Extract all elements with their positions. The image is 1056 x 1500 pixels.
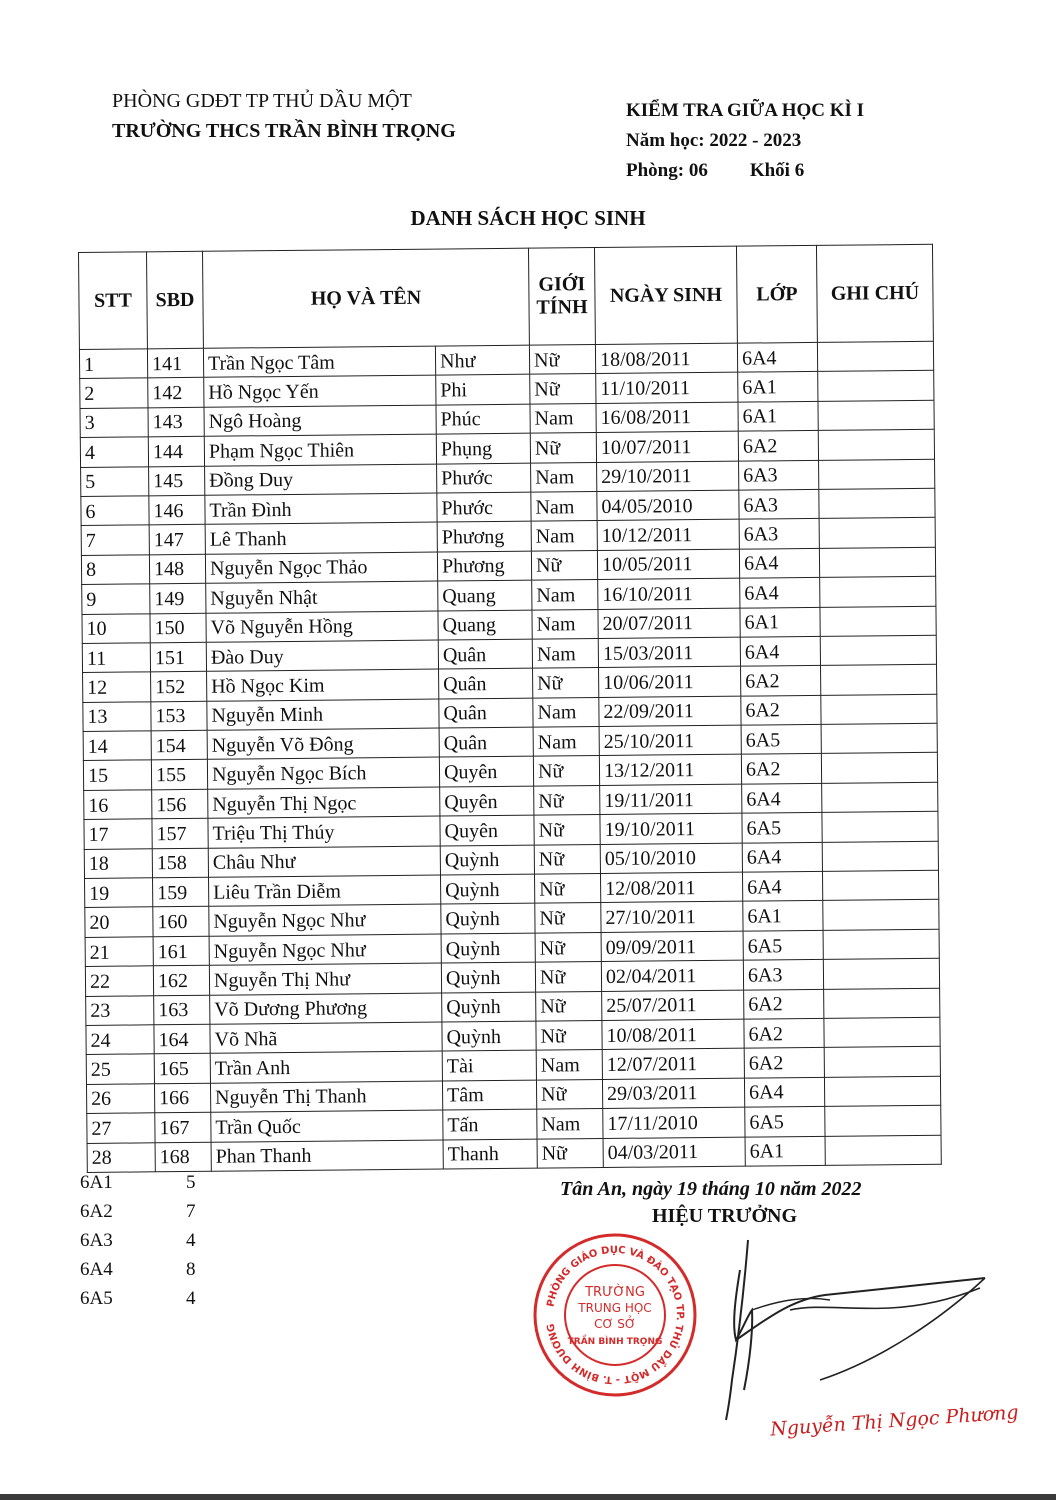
cell-sbd: 145 — [149, 466, 205, 496]
cell-stt: 14 — [83, 731, 151, 761]
cell-dob: 19/10/2011 — [600, 813, 742, 844]
school-year: Năm học: 2022 - 2023 — [626, 130, 802, 151]
cell-dob: 09/09/2011 — [601, 931, 743, 962]
cell-class: 6A4 — [744, 1077, 824, 1107]
cell-stt: 23 — [86, 995, 154, 1025]
cell-class: 6A1 — [738, 372, 818, 402]
cell-gender: Nam — [531, 462, 597, 492]
cell-stt: 25 — [86, 1054, 154, 1084]
cell-given: Phương — [437, 551, 531, 581]
cell-note — [819, 488, 935, 519]
student-table-container — [78, 244, 942, 1173]
cell-class: 6A5 — [741, 724, 821, 754]
cell-gender: Nữ — [534, 785, 600, 815]
cell-given: Quân — [438, 639, 532, 669]
cell-note — [820, 606, 936, 637]
cell-note — [818, 371, 934, 402]
cell-class: 6A1 — [738, 401, 818, 431]
cell-surname: Liêu Trần Diễm — [209, 875, 441, 907]
cell-sbd: 155 — [151, 760, 207, 790]
cell-class: 6A4 — [737, 342, 817, 372]
cell-sbd: 158 — [152, 848, 208, 878]
cell-surname: Đồng Duy — [205, 464, 437, 496]
cell-stt: 7 — [81, 525, 149, 555]
cell-dob: 13/12/2011 — [599, 755, 741, 786]
class-summary — [80, 1168, 196, 1313]
cell-class: 6A2 — [744, 1048, 824, 1078]
table-body — [79, 341, 941, 1172]
summary-row — [80, 1168, 196, 1197]
cell-stt: 2 — [80, 378, 148, 408]
cell-class: 6A1 — [743, 901, 823, 931]
cell-surname: Nguyễn Thị Thanh — [210, 1081, 442, 1113]
summary-class: 6A5 — [80, 1288, 113, 1309]
cell-gender: Nam — [533, 697, 599, 727]
cell-given: Thanh — [443, 1139, 537, 1169]
cell-gender: Nữ — [531, 550, 597, 580]
cell-surname: Ngô Hoàng — [204, 405, 436, 437]
cell-sbd: 151 — [150, 642, 206, 672]
table-header-row — [79, 244, 934, 349]
cell-given: Quỳnh — [441, 904, 535, 934]
summary-count: 4 — [186, 1230, 196, 1251]
cell-class: 6A4 — [740, 636, 820, 666]
cell-given: Phúc — [436, 404, 530, 434]
cell-stt: 16 — [84, 790, 152, 820]
cell-note — [822, 812, 938, 843]
cell-class: 6A4 — [742, 871, 822, 901]
school-name: TRƯỜNG THCS TRẦN BÌNH TRỌNG — [112, 120, 456, 142]
cell-surname: Võ Dương Phương — [210, 993, 442, 1025]
cell-note — [822, 841, 938, 872]
cell-stt: 10 — [82, 613, 150, 643]
cell-stt: 13 — [83, 702, 151, 732]
cell-note — [821, 753, 937, 784]
cell-dob: 05/10/2010 — [600, 843, 742, 874]
cell-note — [817, 341, 933, 372]
cell-note — [822, 782, 938, 813]
col-header-name: HỌ VÀ TÊN — [202, 248, 529, 348]
cell-surname: Nguyễn Nhật — [206, 581, 438, 613]
svg-text:TRƯỜNG: TRƯỜNG — [585, 1285, 645, 1300]
svg-text:TRẦN BÌNH TRỌNG: TRẦN BÌNH TRỌNG — [567, 1337, 663, 1347]
cell-surname: Đào Duy — [206, 640, 438, 672]
cell-surname: Võ Nhã — [210, 1022, 442, 1054]
cell-given: Quyên — [440, 815, 534, 845]
cell-class: 6A3 — [739, 489, 819, 519]
cell-stt: 9 — [82, 584, 150, 614]
cell-gender: Nữ — [534, 844, 600, 874]
cell-note — [825, 1135, 941, 1166]
cell-stt: 22 — [85, 966, 153, 996]
cell-note — [820, 576, 936, 607]
cell-given: Tấn — [443, 1109, 537, 1139]
cell-gender: Nữ — [534, 874, 600, 904]
cell-dob: 10/08/2011 — [602, 1019, 744, 1050]
cell-gender: Nữ — [536, 1079, 602, 1109]
cell-stt: 3 — [80, 408, 148, 438]
cell-stt: 6 — [81, 496, 149, 526]
col-header-dob: NGÀY SINH — [594, 246, 737, 344]
summary-row — [80, 1197, 196, 1226]
signature-date: Tân An, ngày 19 tháng 10 năm 2022 — [560, 1178, 862, 1200]
cell-given: Quỳnh — [442, 1021, 536, 1051]
exam-title: KIỂM TRA GIỮA HỌC KÌ I — [626, 100, 865, 121]
cell-class: 6A3 — [739, 519, 819, 549]
cell-class: 6A5 — [742, 813, 822, 843]
cell-note — [819, 518, 935, 549]
cell-note — [825, 1105, 941, 1136]
summary-class: 6A2 — [80, 1201, 113, 1222]
cell-surname: Hồ Ngọc Kim — [207, 669, 439, 701]
cell-sbd: 152 — [151, 672, 207, 702]
col-header-gender — [528, 248, 595, 346]
svg-text:CƠ SỞ: CƠ SỞ — [594, 1317, 636, 1331]
cell-surname: Nguyễn Ngọc Bích — [207, 758, 439, 790]
svg-text:TRUNG HỌC: TRUNG HỌC — [578, 1301, 652, 1315]
cell-note — [819, 547, 935, 578]
cell-sbd: 157 — [152, 819, 208, 849]
cell-surname: Nguyễn Thị Như — [209, 963, 441, 995]
cell-gender: Nam — [537, 1109, 603, 1139]
cell-stt: 20 — [85, 907, 153, 937]
cell-given: Quỳnh — [441, 933, 535, 963]
cell-gender: Nữ — [535, 962, 601, 992]
cell-sbd: 148 — [149, 554, 205, 584]
cell-gender: Nữ — [533, 668, 599, 698]
cell-sbd: 144 — [148, 436, 204, 466]
cell-class: 6A2 — [741, 666, 821, 696]
cell-gender: Nữ — [530, 374, 596, 404]
cell-dob: 10/07/2011 — [596, 431, 738, 462]
cell-gender: Nam — [536, 1050, 602, 1080]
cell-surname: Nguyễn Minh — [207, 699, 439, 731]
cell-note — [823, 929, 939, 960]
cell-surname: Lê Thanh — [205, 522, 437, 554]
cell-sbd: 156 — [152, 789, 208, 819]
cell-stt: 21 — [85, 937, 153, 967]
cell-gender: Nữ — [537, 1138, 603, 1168]
cell-sbd: 165 — [154, 1054, 210, 1084]
cell-stt: 1 — [79, 349, 147, 379]
cell-gender: Nữ — [536, 1020, 602, 1050]
cell-surname: Hồ Ngọc Yến — [204, 375, 436, 407]
cell-sbd: 142 — [148, 378, 204, 408]
cell-dob: 11/10/2011 — [596, 373, 738, 404]
cell-class: 6A1 — [740, 607, 820, 637]
cell-stt: 12 — [83, 672, 151, 702]
cell-stt: 5 — [81, 466, 149, 496]
cell-gender: Nam — [532, 638, 598, 668]
cell-stt: 15 — [83, 760, 151, 790]
page-bottom-edge — [0, 1494, 1056, 1500]
cell-surname: Võ Nguyễn Hồng — [206, 611, 438, 643]
cell-given: Quỳnh — [440, 845, 534, 875]
cell-sbd: 150 — [150, 613, 206, 643]
cell-note — [821, 723, 937, 754]
cell-dob: 15/03/2011 — [598, 637, 740, 668]
cell-gender: Nam — [533, 727, 599, 757]
cell-sbd: 167 — [155, 1112, 211, 1142]
cell-gender: Nữ — [529, 345, 595, 375]
col-header-gender-line1: GIỚI — [538, 273, 586, 296]
cell-note — [824, 988, 940, 1019]
cell-surname: Trần Quốc — [211, 1110, 443, 1142]
cell-surname: Nguyễn Võ Đông — [207, 728, 439, 760]
summary-count: 7 — [186, 1201, 196, 1222]
summary-count: 4 — [186, 1288, 196, 1309]
cell-gender: Nữ — [535, 903, 601, 933]
cell-sbd: 162 — [153, 965, 209, 995]
cell-given: Quang — [438, 580, 532, 610]
page-title: DANH SÁCH HỌC SINH — [410, 206, 646, 230]
cell-given: Quỳnh — [440, 874, 534, 904]
cell-note — [823, 958, 939, 989]
cell-surname: Trần Anh — [210, 1051, 442, 1083]
cell-stt: 11 — [82, 643, 150, 673]
cell-dob: 02/04/2011 — [601, 960, 743, 991]
cell-class: 6A4 — [742, 783, 822, 813]
summary-class: 6A3 — [80, 1230, 113, 1251]
cell-dob: 12/08/2011 — [600, 872, 742, 903]
cell-class: 6A4 — [739, 548, 819, 578]
cell-stt: 18 — [84, 848, 152, 878]
cell-surname: Triệu Thị Thúy — [208, 816, 440, 848]
cell-given: Phước — [437, 463, 531, 493]
cell-gender: Nam — [531, 521, 597, 551]
cell-dob: 04/05/2010 — [597, 490, 739, 521]
svg-text:PHÒNG GIÁO DỤC VÀ ĐÀO TẠO TP.: PHÒNG GIÁO DỤC VÀ ĐÀO TẠO TP. THỦ DẦU MỘT - T. BÌNH DƯƠNG — [545, 1244, 686, 1386]
cell-dob: 10/12/2011 — [597, 520, 739, 551]
cell-sbd: 159 — [153, 877, 209, 907]
principal-name: Nguyễn Thị Ngọc Phương — [769, 1401, 1020, 1441]
cell-dob: 10/05/2011 — [597, 549, 739, 580]
cell-given: Quân — [439, 698, 533, 728]
summary-count: 5 — [186, 1172, 196, 1193]
cell-given: Phước — [437, 492, 531, 522]
cell-gender: Nữ — [536, 991, 602, 1021]
cell-surname: Phạm Ngọc Thiên — [204, 434, 436, 466]
summary-row — [80, 1284, 196, 1313]
cell-note — [821, 694, 937, 725]
cell-sbd: 143 — [148, 407, 204, 437]
cell-given: Phụng — [436, 433, 530, 463]
cell-surname: Nguyễn Ngọc Như — [209, 934, 441, 966]
cell-stt: 24 — [86, 1025, 154, 1055]
cell-dob: 10/06/2011 — [599, 666, 741, 697]
cell-surname: Trần Ngọc Tâm — [203, 346, 435, 378]
principal-signature — [640, 1230, 1000, 1430]
cell-given: Quang — [438, 610, 532, 640]
cell-sbd: 164 — [154, 1024, 210, 1054]
cell-given: Phương — [437, 522, 531, 552]
cell-surname: Phan Thanh — [211, 1140, 443, 1172]
cell-given: Tâm — [442, 1080, 536, 1110]
cell-sbd: 141 — [147, 348, 203, 378]
cell-dob: 16/08/2011 — [596, 402, 738, 433]
cell-class: 6A5 — [743, 930, 823, 960]
exam-header — [626, 96, 864, 186]
cell-stt: 8 — [81, 555, 149, 585]
cell-stt: 19 — [85, 878, 153, 908]
room-grade-line — [626, 156, 864, 186]
cell-surname: Nguyễn Thị Ngọc — [208, 787, 440, 819]
cell-surname: Châu Như — [208, 846, 440, 878]
grade-level: Khối 6 — [749, 160, 805, 181]
cell-gender: Nữ — [530, 433, 596, 463]
cell-dob: 29/03/2011 — [602, 1078, 744, 1109]
cell-dob: 22/09/2011 — [599, 696, 741, 727]
signature-title: HIỆU TRƯỞNG — [652, 1205, 798, 1227]
cell-dob: 25/10/2011 — [599, 725, 741, 756]
summary-row — [80, 1226, 196, 1255]
cell-sbd: 154 — [151, 730, 207, 760]
cell-note — [822, 870, 938, 901]
cell-class: 6A2 — [744, 1018, 824, 1048]
school-header — [112, 86, 456, 146]
cell-sbd: 163 — [154, 995, 210, 1025]
cell-class: 6A3 — [743, 960, 823, 990]
cell-note — [818, 400, 934, 431]
cell-class: 6A2 — [741, 754, 821, 784]
cell-dob: 19/11/2011 — [600, 784, 742, 815]
cell-dob: 12/07/2011 — [602, 1049, 744, 1080]
cell-sbd: 153 — [151, 701, 207, 731]
col-header-sbd: SBD — [147, 251, 204, 349]
cell-given: Phi — [436, 375, 530, 405]
cell-class: 6A4 — [742, 842, 822, 872]
cell-given: Quân — [439, 727, 533, 757]
cell-class: 6A2 — [744, 989, 824, 1019]
cell-class: 6A4 — [740, 578, 820, 608]
cell-dob: 27/10/2011 — [601, 902, 743, 933]
cell-dob: 16/10/2011 — [598, 578, 740, 609]
cell-dob: 04/03/2011 — [603, 1137, 745, 1168]
cell-stt: 17 — [84, 819, 152, 849]
cell-stt: 4 — [80, 437, 148, 467]
summary-row — [80, 1255, 196, 1284]
room-number: Phòng: 06 — [626, 160, 708, 181]
col-header-class: LỚP — [736, 245, 817, 343]
cell-gender: Nam — [530, 403, 596, 433]
cell-gender: Nữ — [534, 815, 600, 845]
cell-given: Quyên — [439, 757, 533, 787]
cell-note — [819, 459, 935, 490]
cell-given: Như — [435, 345, 529, 375]
cell-surname: Trần Đình — [205, 493, 437, 525]
cell-dob: 29/10/2011 — [597, 461, 739, 492]
cell-given: Tài — [442, 1051, 536, 1081]
cell-dob: 18/08/2011 — [595, 343, 737, 374]
summary-class: 6A4 — [80, 1259, 113, 1280]
cell-stt: 28 — [87, 1142, 155, 1172]
summary-count: 8 — [186, 1259, 196, 1280]
cell-note — [818, 429, 934, 460]
cell-gender: Nam — [532, 609, 598, 639]
cell-note — [824, 1047, 940, 1078]
cell-given: Quân — [439, 668, 533, 698]
cell-sbd: 161 — [153, 936, 209, 966]
cell-sbd: 166 — [154, 1083, 210, 1113]
cell-class: 6A3 — [739, 460, 819, 490]
cell-gender: Nữ — [535, 932, 601, 962]
cell-stt: 26 — [86, 1084, 154, 1114]
cell-stt: 27 — [87, 1113, 155, 1143]
col-header-stt: STT — [79, 252, 148, 350]
cell-given: Quỳnh — [442, 992, 536, 1022]
col-header-note: GHI CHÚ — [816, 244, 933, 342]
cell-note — [824, 1017, 940, 1048]
cell-note — [820, 635, 936, 666]
cell-gender: Nam — [532, 580, 598, 610]
cell-given: Quyên — [440, 786, 534, 816]
cell-sbd: 147 — [149, 525, 205, 555]
cell-note — [824, 1076, 940, 1107]
col-header-gender-line2: TÍNH — [536, 296, 588, 319]
department-name: PHÒNG GDĐT TP THỦ DẦU MỘT — [112, 90, 412, 112]
cell-dob: 25/07/2011 — [602, 990, 744, 1021]
cell-class: 6A5 — [745, 1107, 825, 1137]
cell-class: 6A2 — [741, 695, 821, 725]
cell-note — [821, 665, 937, 696]
cell-dob: 17/11/2010 — [603, 1107, 745, 1138]
student-table — [78, 244, 942, 1173]
cell-sbd: 149 — [150, 583, 206, 613]
cell-surname: Nguyễn Ngọc Thảo — [205, 552, 437, 584]
cell-sbd: 168 — [155, 1142, 211, 1172]
summary-class: 6A1 — [80, 1172, 113, 1193]
cell-class: 6A1 — [745, 1136, 825, 1166]
cell-given: Quỳnh — [441, 962, 535, 992]
cell-class: 6A2 — [738, 431, 818, 461]
cell-note — [823, 900, 939, 931]
cell-gender: Nữ — [533, 756, 599, 786]
cell-gender: Nam — [531, 491, 597, 521]
cell-sbd: 146 — [149, 495, 205, 525]
cell-surname: Nguyễn Ngọc Như — [209, 904, 441, 936]
cell-dob: 20/07/2011 — [598, 608, 740, 639]
cell-sbd: 160 — [153, 907, 209, 937]
